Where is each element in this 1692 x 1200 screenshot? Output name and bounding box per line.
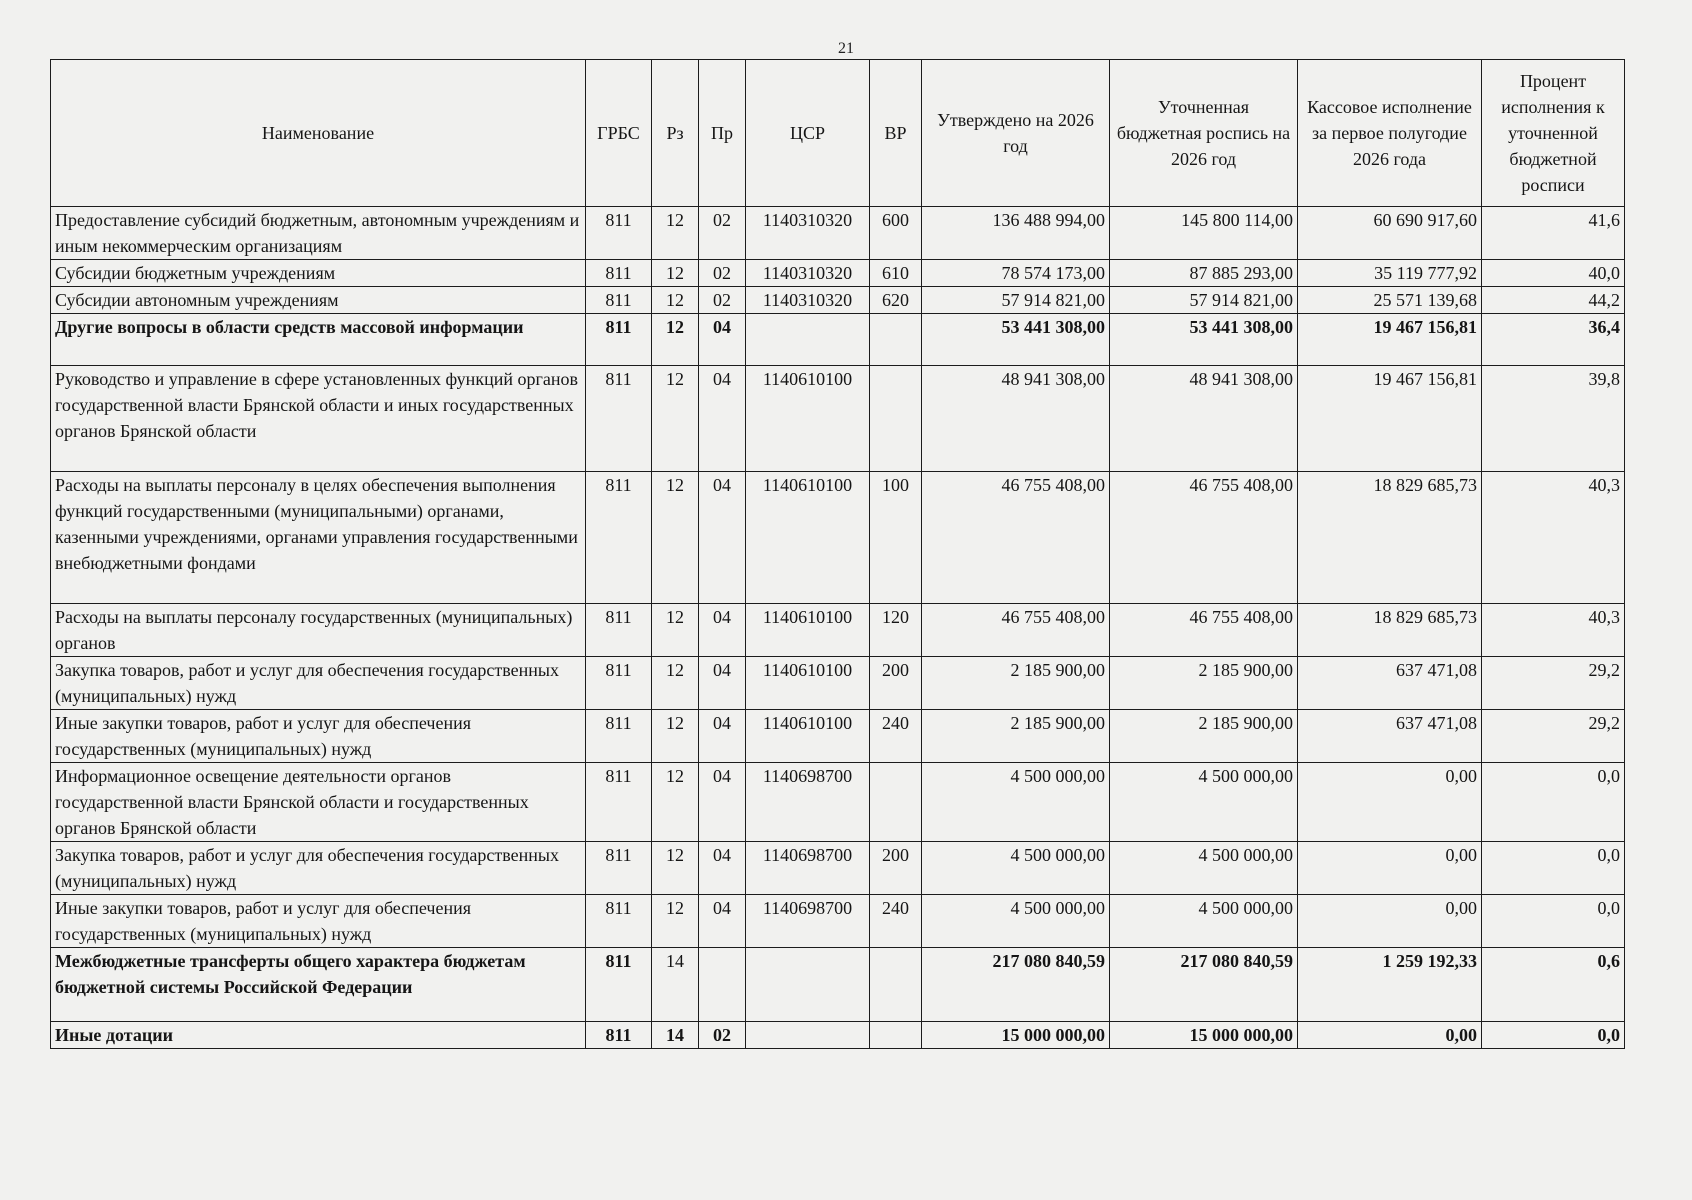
cell-approved: 4 500 000,00 bbox=[922, 895, 1110, 948]
cell-cash: 18 829 685,73 bbox=[1298, 604, 1482, 657]
cell-grbs: 811 bbox=[586, 604, 652, 657]
cell-rz: 12 bbox=[652, 260, 699, 287]
cell-cash: 35 119 777,92 bbox=[1298, 260, 1482, 287]
cell-pr: 04 bbox=[699, 842, 746, 895]
cell-pr: 04 bbox=[699, 472, 746, 604]
table-row bbox=[51, 842, 1625, 895]
cell-approved: 4 500 000,00 bbox=[922, 842, 1110, 895]
table-row bbox=[51, 657, 1625, 710]
cell-name: Межбюджетные трансферты общего характера бюджетам бюджетной системы Российской Федерации bbox=[51, 948, 586, 1022]
cell-rz: 12 bbox=[652, 604, 699, 657]
cell-cash: 637 471,08 bbox=[1298, 710, 1482, 763]
table-row bbox=[51, 207, 1625, 260]
cell-rz: 12 bbox=[652, 895, 699, 948]
cell-approved: 2 185 900,00 bbox=[922, 710, 1110, 763]
cell-rz: 12 bbox=[652, 710, 699, 763]
cell-pr: 04 bbox=[699, 763, 746, 842]
cell-csr: 1140610100 bbox=[746, 604, 870, 657]
cell-pr: 02 bbox=[699, 287, 746, 314]
table-row bbox=[51, 1022, 1625, 1049]
cell-vr: 200 bbox=[870, 657, 922, 710]
cell-vr: 240 bbox=[870, 895, 922, 948]
cell-grbs: 811 bbox=[586, 287, 652, 314]
cell-grbs: 811 bbox=[586, 207, 652, 260]
cell-cash: 1 259 192,33 bbox=[1298, 948, 1482, 1022]
cell-cash: 19 467 156,81 bbox=[1298, 314, 1482, 366]
header-name: Наименование bbox=[51, 60, 586, 207]
cell-rz: 12 bbox=[652, 472, 699, 604]
cell-vr: 120 bbox=[870, 604, 922, 657]
table-row bbox=[51, 314, 1625, 366]
table-row bbox=[51, 472, 1625, 604]
cell-cash: 0,00 bbox=[1298, 763, 1482, 842]
cell-csr bbox=[746, 948, 870, 1022]
cell-rz: 12 bbox=[652, 207, 699, 260]
header-rz: Рз bbox=[652, 60, 699, 207]
cell-grbs: 811 bbox=[586, 842, 652, 895]
cell-name: Закупка товаров, работ и услуг для обеспечения государственных (муниципальных) нужд bbox=[51, 657, 586, 710]
cell-name: Расходы на выплаты персоналу государственных (муниципальных) органов bbox=[51, 604, 586, 657]
cell-approved: 53 441 308,00 bbox=[922, 314, 1110, 366]
cell-refined: 48 941 308,00 bbox=[1110, 366, 1298, 472]
cell-refined: 2 185 900,00 bbox=[1110, 657, 1298, 710]
cell-percent: 0,0 bbox=[1482, 1022, 1625, 1049]
cell-csr: 1140610100 bbox=[746, 366, 870, 472]
cell-csr: 1140698700 bbox=[746, 895, 870, 948]
cell-name: Иные закупки товаров, работ и услуг для обеспечения государственных (муниципальных) нужд bbox=[51, 710, 586, 763]
cell-percent: 40,3 bbox=[1482, 472, 1625, 604]
cell-name: Субсидии бюджетным учреждениям bbox=[51, 260, 586, 287]
cell-cash: 0,00 bbox=[1298, 1022, 1482, 1049]
cell-refined: 46 755 408,00 bbox=[1110, 472, 1298, 604]
cell-percent: 40,0 bbox=[1482, 260, 1625, 287]
cell-grbs: 811 bbox=[586, 657, 652, 710]
cell-vr: 610 bbox=[870, 260, 922, 287]
table-row bbox=[51, 948, 1625, 1022]
cell-percent: 36,4 bbox=[1482, 314, 1625, 366]
cell-percent: 44,2 bbox=[1482, 287, 1625, 314]
cell-approved: 78 574 173,00 bbox=[922, 260, 1110, 287]
cell-approved: 57 914 821,00 bbox=[922, 287, 1110, 314]
cell-grbs: 811 bbox=[586, 1022, 652, 1049]
cell-refined: 4 500 000,00 bbox=[1110, 895, 1298, 948]
cell-grbs: 811 bbox=[586, 260, 652, 287]
cell-cash: 637 471,08 bbox=[1298, 657, 1482, 710]
cell-grbs: 811 bbox=[586, 763, 652, 842]
cell-vr: 240 bbox=[870, 710, 922, 763]
table-row bbox=[51, 895, 1625, 948]
cell-approved: 46 755 408,00 bbox=[922, 472, 1110, 604]
header-grbs: ГРБС bbox=[586, 60, 652, 207]
header-pr: Пр bbox=[699, 60, 746, 207]
header-percent: Процент исполнения к уточненной бюджетной росписи bbox=[1482, 60, 1625, 207]
cell-pr: 04 bbox=[699, 604, 746, 657]
cell-csr: 1140698700 bbox=[746, 763, 870, 842]
cell-csr bbox=[746, 1022, 870, 1049]
cell-cash: 0,00 bbox=[1298, 842, 1482, 895]
cell-refined: 87 885 293,00 bbox=[1110, 260, 1298, 287]
cell-grbs: 811 bbox=[586, 895, 652, 948]
cell-vr: 100 bbox=[870, 472, 922, 604]
cell-csr bbox=[746, 314, 870, 366]
cell-csr: 1140310320 bbox=[746, 260, 870, 287]
cell-pr: 04 bbox=[699, 895, 746, 948]
cell-csr: 1140310320 bbox=[746, 287, 870, 314]
cell-percent: 41,6 bbox=[1482, 207, 1625, 260]
cell-rz: 14 bbox=[652, 948, 699, 1022]
cell-refined: 145 800 114,00 bbox=[1110, 207, 1298, 260]
cell-pr: 04 bbox=[699, 710, 746, 763]
cell-approved: 2 185 900,00 bbox=[922, 657, 1110, 710]
cell-vr bbox=[870, 763, 922, 842]
cell-approved: 48 941 308,00 bbox=[922, 366, 1110, 472]
cell-approved: 15 000 000,00 bbox=[922, 1022, 1110, 1049]
cell-cash: 0,00 bbox=[1298, 895, 1482, 948]
table-row bbox=[51, 366, 1625, 472]
header-csr: ЦСР bbox=[746, 60, 870, 207]
cell-refined: 53 441 308,00 bbox=[1110, 314, 1298, 366]
cell-rz: 12 bbox=[652, 287, 699, 314]
cell-cash: 18 829 685,73 bbox=[1298, 472, 1482, 604]
page-number: 21 bbox=[838, 40, 854, 57]
cell-rz: 12 bbox=[652, 314, 699, 366]
cell-vr bbox=[870, 948, 922, 1022]
cell-csr: 1140610100 bbox=[746, 472, 870, 604]
cell-refined: 57 914 821,00 bbox=[1110, 287, 1298, 314]
cell-percent: 39,8 bbox=[1482, 366, 1625, 472]
cell-vr: 200 bbox=[870, 842, 922, 895]
table-row bbox=[51, 260, 1625, 287]
cell-name: Предоставление субсидий бюджетным, автономным учреждениям и иным некоммерческим организациям bbox=[51, 207, 586, 260]
cell-vr bbox=[870, 366, 922, 472]
cell-rz: 14 bbox=[652, 1022, 699, 1049]
cell-csr: 1140698700 bbox=[746, 842, 870, 895]
cell-refined: 46 755 408,00 bbox=[1110, 604, 1298, 657]
cell-grbs: 811 bbox=[586, 472, 652, 604]
cell-rz: 12 bbox=[652, 763, 699, 842]
cell-percent: 0,0 bbox=[1482, 763, 1625, 842]
cell-percent: 0,0 bbox=[1482, 842, 1625, 895]
cell-percent: 29,2 bbox=[1482, 710, 1625, 763]
cell-approved: 136 488 994,00 bbox=[922, 207, 1110, 260]
cell-approved: 46 755 408,00 bbox=[922, 604, 1110, 657]
cell-cash: 60 690 917,60 bbox=[1298, 207, 1482, 260]
cell-pr: 04 bbox=[699, 314, 746, 366]
header-cash: Кассовое исполнение за первое полугодие 2026 года bbox=[1298, 60, 1482, 207]
cell-name: Закупка товаров, работ и услуг для обеспечения государственных (муниципальных) нужд bbox=[51, 842, 586, 895]
cell-name: Субсидии автономным учреждениям bbox=[51, 287, 586, 314]
cell-cash: 19 467 156,81 bbox=[1298, 366, 1482, 472]
cell-csr: 1140610100 bbox=[746, 657, 870, 710]
cell-refined: 2 185 900,00 bbox=[1110, 710, 1298, 763]
header-approved: Утверждено на 2026 год bbox=[922, 60, 1110, 207]
header-refined: Уточненная бюджетная роспись на 2026 год bbox=[1110, 60, 1298, 207]
cell-refined: 4 500 000,00 bbox=[1110, 842, 1298, 895]
table-row bbox=[51, 710, 1625, 763]
cell-percent: 29,2 bbox=[1482, 657, 1625, 710]
header-row bbox=[51, 60, 1625, 207]
cell-pr: 04 bbox=[699, 657, 746, 710]
cell-csr: 1140310320 bbox=[746, 207, 870, 260]
cell-rz: 12 bbox=[652, 366, 699, 472]
budget-table bbox=[50, 59, 1625, 1049]
cell-name: Другие вопросы в области средств массовой информации bbox=[51, 314, 586, 366]
cell-pr: 02 bbox=[699, 1022, 746, 1049]
cell-refined: 15 000 000,00 bbox=[1110, 1022, 1298, 1049]
cell-rz: 12 bbox=[652, 657, 699, 710]
cell-grbs: 811 bbox=[586, 948, 652, 1022]
cell-vr: 620 bbox=[870, 287, 922, 314]
cell-percent: 0,0 bbox=[1482, 895, 1625, 948]
cell-grbs: 811 bbox=[586, 710, 652, 763]
cell-csr: 1140610100 bbox=[746, 710, 870, 763]
cell-refined: 217 080 840,59 bbox=[1110, 948, 1298, 1022]
cell-approved: 217 080 840,59 bbox=[922, 948, 1110, 1022]
cell-cash: 25 571 139,68 bbox=[1298, 287, 1482, 314]
cell-grbs: 811 bbox=[586, 314, 652, 366]
cell-rz: 12 bbox=[652, 842, 699, 895]
cell-grbs: 811 bbox=[586, 366, 652, 472]
table-row bbox=[51, 763, 1625, 842]
cell-vr: 600 bbox=[870, 207, 922, 260]
cell-name: Расходы на выплаты персоналу в целях обеспечения выполнения функций государственными (муниципальными) органами, казенными учреждениями, органами управления государственными внебюджетными фондами bbox=[51, 472, 586, 604]
cell-name: Информационное освещение деятельности органов государственной власти Брянской области и государственных органов Брянской области bbox=[51, 763, 586, 842]
cell-approved: 4 500 000,00 bbox=[922, 763, 1110, 842]
cell-vr bbox=[870, 1022, 922, 1049]
cell-percent: 40,3 bbox=[1482, 604, 1625, 657]
cell-pr: 04 bbox=[699, 366, 746, 472]
cell-refined: 4 500 000,00 bbox=[1110, 763, 1298, 842]
cell-pr: 02 bbox=[699, 260, 746, 287]
cell-pr bbox=[699, 948, 746, 1022]
table-body bbox=[51, 207, 1625, 1049]
cell-name: Иные дотации bbox=[51, 1022, 586, 1049]
cell-vr bbox=[870, 314, 922, 366]
table-row bbox=[51, 287, 1625, 314]
cell-name: Иные закупки товаров, работ и услуг для обеспечения государственных (муниципальных) нужд bbox=[51, 895, 586, 948]
cell-pr: 02 bbox=[699, 207, 746, 260]
cell-percent: 0,6 bbox=[1482, 948, 1625, 1022]
cell-name: Руководство и управление в сфере установленных функций органов государственной власти Брянской области и иных государственных органов Брянской области bbox=[51, 366, 586, 472]
header-vr: ВР bbox=[870, 60, 922, 207]
table-row bbox=[51, 604, 1625, 657]
